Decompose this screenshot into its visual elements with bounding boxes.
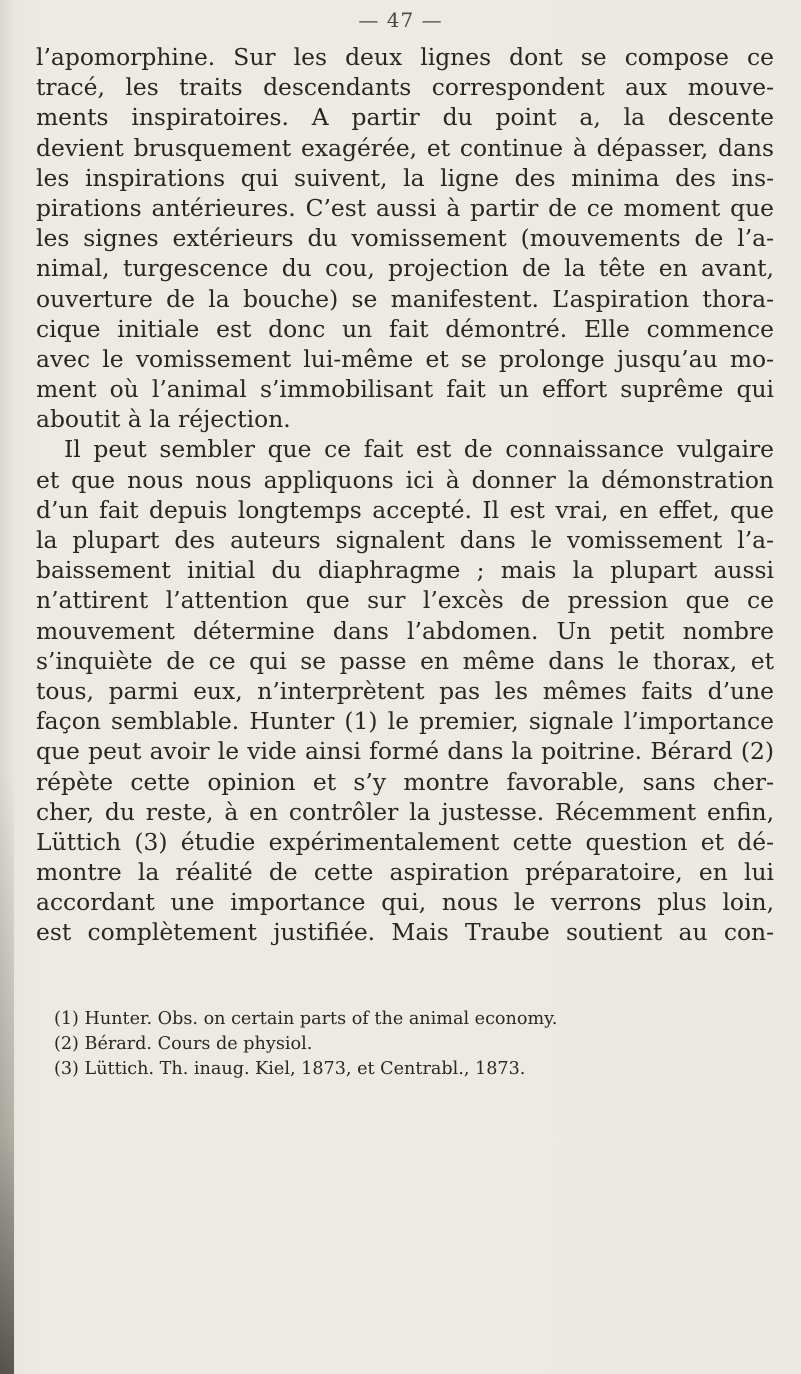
text-line: n’attirent l’attention que sur l’excès de pression que ce <box>36 586 774 615</box>
page-gutter-shadow <box>0 770 14 1374</box>
text-line: avec le vomissement lui-même et se prolonge jusqu’au mo- <box>36 344 774 373</box>
footnote: (1) Hunter. Obs. on certain parts of the animal economy. <box>54 1009 558 1029</box>
text-line: les inspirations qui suivent, la ligne des minima des ins- <box>36 163 774 192</box>
text-line: cique initiale est donc un fait démontré. Elle commence <box>36 314 774 343</box>
footnote: (3) Lüttich. Th. inaug. Kiel, 1873, et Centrabl., 1873. <box>54 1059 526 1079</box>
text-line: d’un fait depuis longtemps accepté. Il est vrai, en effet, que <box>36 495 774 524</box>
text-line: s’inquiète de ce qui se passe en même dans le thorax, et <box>36 646 774 675</box>
text-line: est complètement justifiée. Mais Traube soutient au con- <box>36 918 774 947</box>
text-line: devient brusquement exagérée, et continue à dépasser, dans <box>36 133 774 162</box>
text-line: que peut avoir le vide ainsi formé dans la poitrine. Bérard (2) <box>36 737 774 766</box>
text-line: ment où l’animal s’immobilisant fait un effort suprême qui <box>36 375 774 404</box>
footnote: (2) Bérard. Cours de physiol. <box>54 1034 313 1054</box>
text-line: ouverture de la bouche) se manifestent. L’aspiration thora- <box>36 284 774 313</box>
text-line: répète cette opinion et s’y montre favorable, sans cher- <box>36 767 774 796</box>
text-line: nimal, turgescence du cou, projection de la tête en avant, <box>36 254 774 283</box>
text-line: Il peut sembler que ce fait est de connaissance vulgaire <box>64 435 774 464</box>
text-line: mouvement détermine dans l’abdomen. Un petit nombre <box>36 616 774 645</box>
text-line: ments inspiratoires. A partir du point a, la descente <box>36 103 774 132</box>
text-line: pirations antérieures. C’est aussi à partir de ce moment que <box>36 193 774 222</box>
footnotes <box>54 1007 754 1082</box>
text-line: Lüttich (3) étudie expérimentalement cette question et dé- <box>36 827 774 856</box>
page-number: — 47 — <box>358 8 443 32</box>
text-line: montre la réalité de cette aspiration préparatoire, en lui <box>36 858 774 887</box>
text-line: cher, du reste, à en contrôler la justesse. Récemment enfin, <box>36 797 774 826</box>
text-line: et que nous nous appliquons ici à donner la démonstration <box>36 465 774 494</box>
text-line: aboutit à la réjection. <box>36 405 291 434</box>
text-line: accordant une importance qui, nous le verrons plus loin, <box>36 888 774 917</box>
text-line: l’apomorphine. Sur les deux lignes dont se compose ce <box>36 43 774 71</box>
body-text <box>36 42 774 948</box>
text-line: les signes extérieurs du vomissement (mouvements de l’a- <box>36 224 774 253</box>
text-line: tracé, les traits descendants correspondent aux mouve- <box>36 73 774 102</box>
text-line: baissement initial du diaphragme ; mais la plupart aussi <box>36 556 774 585</box>
text-line: la plupart des auteurs signalent dans le vomissement l’a- <box>36 526 774 554</box>
text-line: façon semblable. Hunter (1) le premier, signale l’importance <box>36 707 774 736</box>
text-line: tous, parmi eux, n’interprètent pas les mêmes faits d’une <box>36 676 774 705</box>
